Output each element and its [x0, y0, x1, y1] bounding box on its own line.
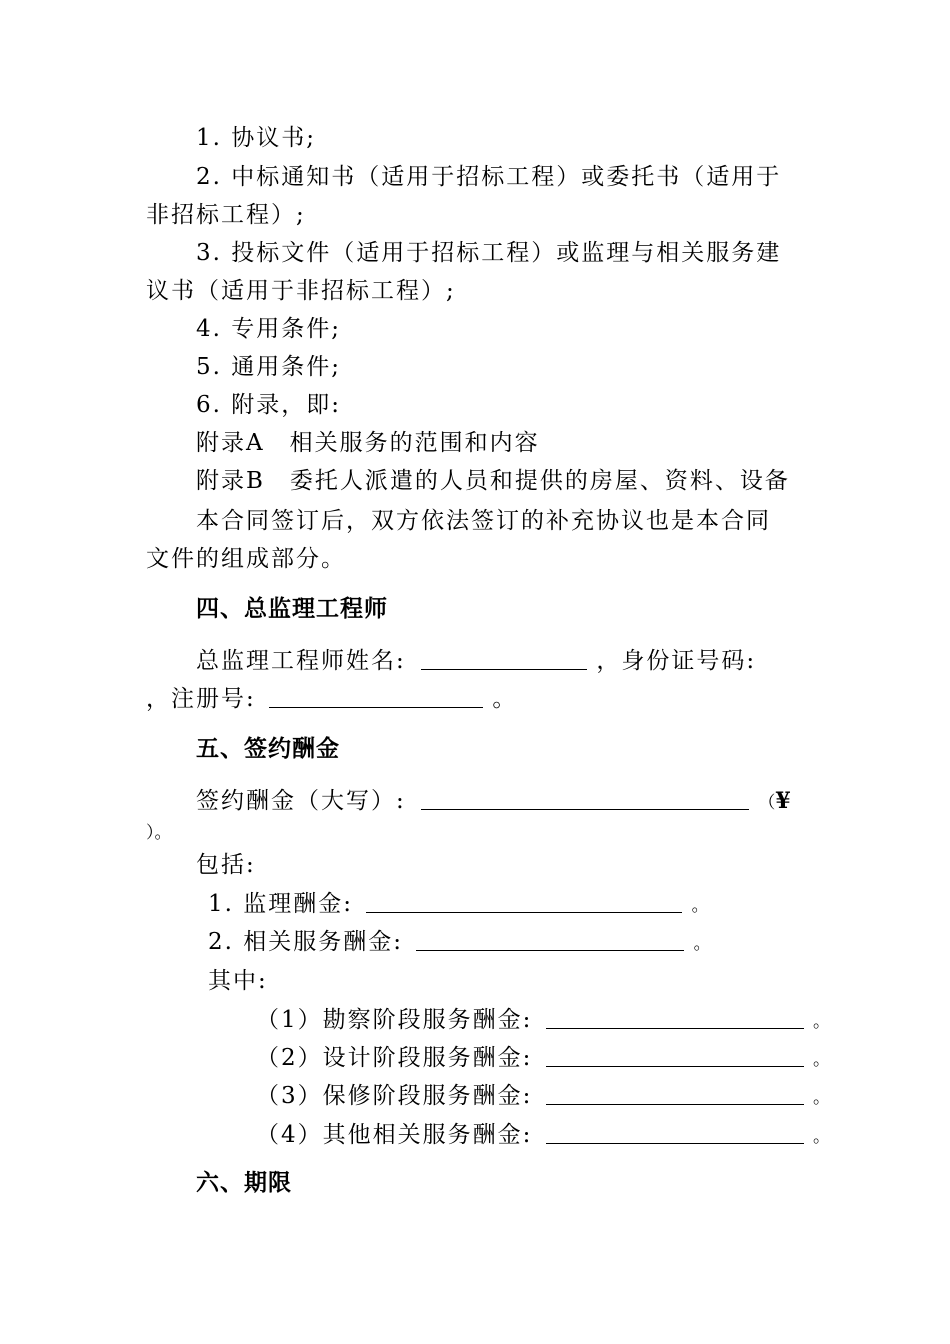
contract-fee-uppercase-field[interactable]: [421, 787, 749, 810]
registration-line: [146, 684, 517, 714]
related-service-fee-line: [208, 927, 711, 959]
design-fee-line: [256, 1043, 830, 1075]
design-fee-end: 。: [813, 1050, 831, 1070]
design-fee-label: （2）设计阶段服务酬金:: [256, 1045, 533, 1071]
related-service-fee-end: 。: [693, 934, 711, 954]
list-item-3-line-1: 3. 投标文件（适用于招标工程）或监理与相关服务建: [196, 240, 782, 266]
list-item-6: 6. 附录，即:: [196, 392, 342, 418]
survey-fee-field[interactable]: [546, 1006, 804, 1029]
list-item-1: 1. 协议书;: [196, 125, 317, 151]
contract-fee-line: [196, 786, 793, 818]
other-service-fee-field[interactable]: [546, 1121, 804, 1144]
survey-fee-end: 。: [813, 1012, 831, 1032]
appendix-b: 附录B 委托人派遣的人员和提供的房屋、资料、设备: [196, 468, 790, 494]
yen-symbol: ¥: [775, 788, 793, 814]
related-service-fee-label: 2. 相关服务酬金:: [208, 929, 404, 955]
registration-label: ，注册号:: [146, 686, 256, 712]
section-heading-term: 六、期限: [196, 1170, 292, 1196]
among-label: 其中:: [208, 968, 268, 994]
includes-label: 包括:: [196, 852, 256, 878]
warranty-fee-end: 。: [813, 1088, 831, 1108]
supplement-note-line-2: 文件的组成部分。: [146, 546, 346, 572]
chief-engineer-line: [196, 646, 756, 676]
design-fee-field[interactable]: [546, 1044, 804, 1067]
supervision-fee-label: 1. 监理酬金:: [208, 891, 354, 917]
warranty-fee-line: [256, 1081, 830, 1113]
warranty-fee-label: （3）保修阶段服务酬金:: [256, 1083, 533, 1109]
id-number-label: ，身份证号码:: [596, 648, 757, 674]
other-service-fee-end: 。: [813, 1127, 831, 1147]
contract-fee-label: 签约酬金（大写）:: [196, 788, 406, 814]
warranty-fee-field[interactable]: [546, 1082, 804, 1105]
supervision-fee-end: 。: [691, 896, 709, 916]
survey-fee-line: [256, 1005, 830, 1037]
registration-end: 。: [492, 686, 518, 712]
list-item-2-line-2: 非招标工程）;: [146, 202, 306, 228]
chief-engineer-name-field[interactable]: [421, 647, 587, 670]
list-item-2-line-1: 2. 中标通知书（适用于招标工程）或委托书（适用于: [196, 164, 782, 190]
list-item-4: 4. 专用条件;: [196, 316, 342, 342]
yen-close: ）。: [146, 823, 172, 843]
supplement-note-line-1: 本合同签订后，双方依法签订的补充协议也是本合同: [196, 508, 771, 534]
supervision-fee-line: [208, 889, 709, 921]
survey-fee-label: （1）勘察阶段服务酬金:: [256, 1007, 533, 1033]
other-service-fee-line: [256, 1120, 830, 1152]
other-service-fee-label: （4）其他相关服务酬金:: [256, 1122, 533, 1148]
list-item-3-line-2: 议书（适用于非招标工程）;: [146, 278, 456, 304]
section-heading-fee: 五、签约酬金: [196, 736, 340, 762]
section-heading-chief-engineer: 四、总监理工程师: [196, 596, 388, 622]
yen-open-paren: （: [758, 793, 776, 813]
chief-engineer-name-label: 总监理工程师姓名:: [196, 648, 406, 674]
list-item-5: 5. 通用条件;: [196, 354, 342, 380]
registration-number-field[interactable]: [269, 685, 483, 708]
supervision-fee-field[interactable]: [366, 890, 682, 913]
appendix-a: 附录A 相关服务的范围和内容: [196, 430, 540, 456]
related-service-fee-field[interactable]: [416, 928, 684, 951]
